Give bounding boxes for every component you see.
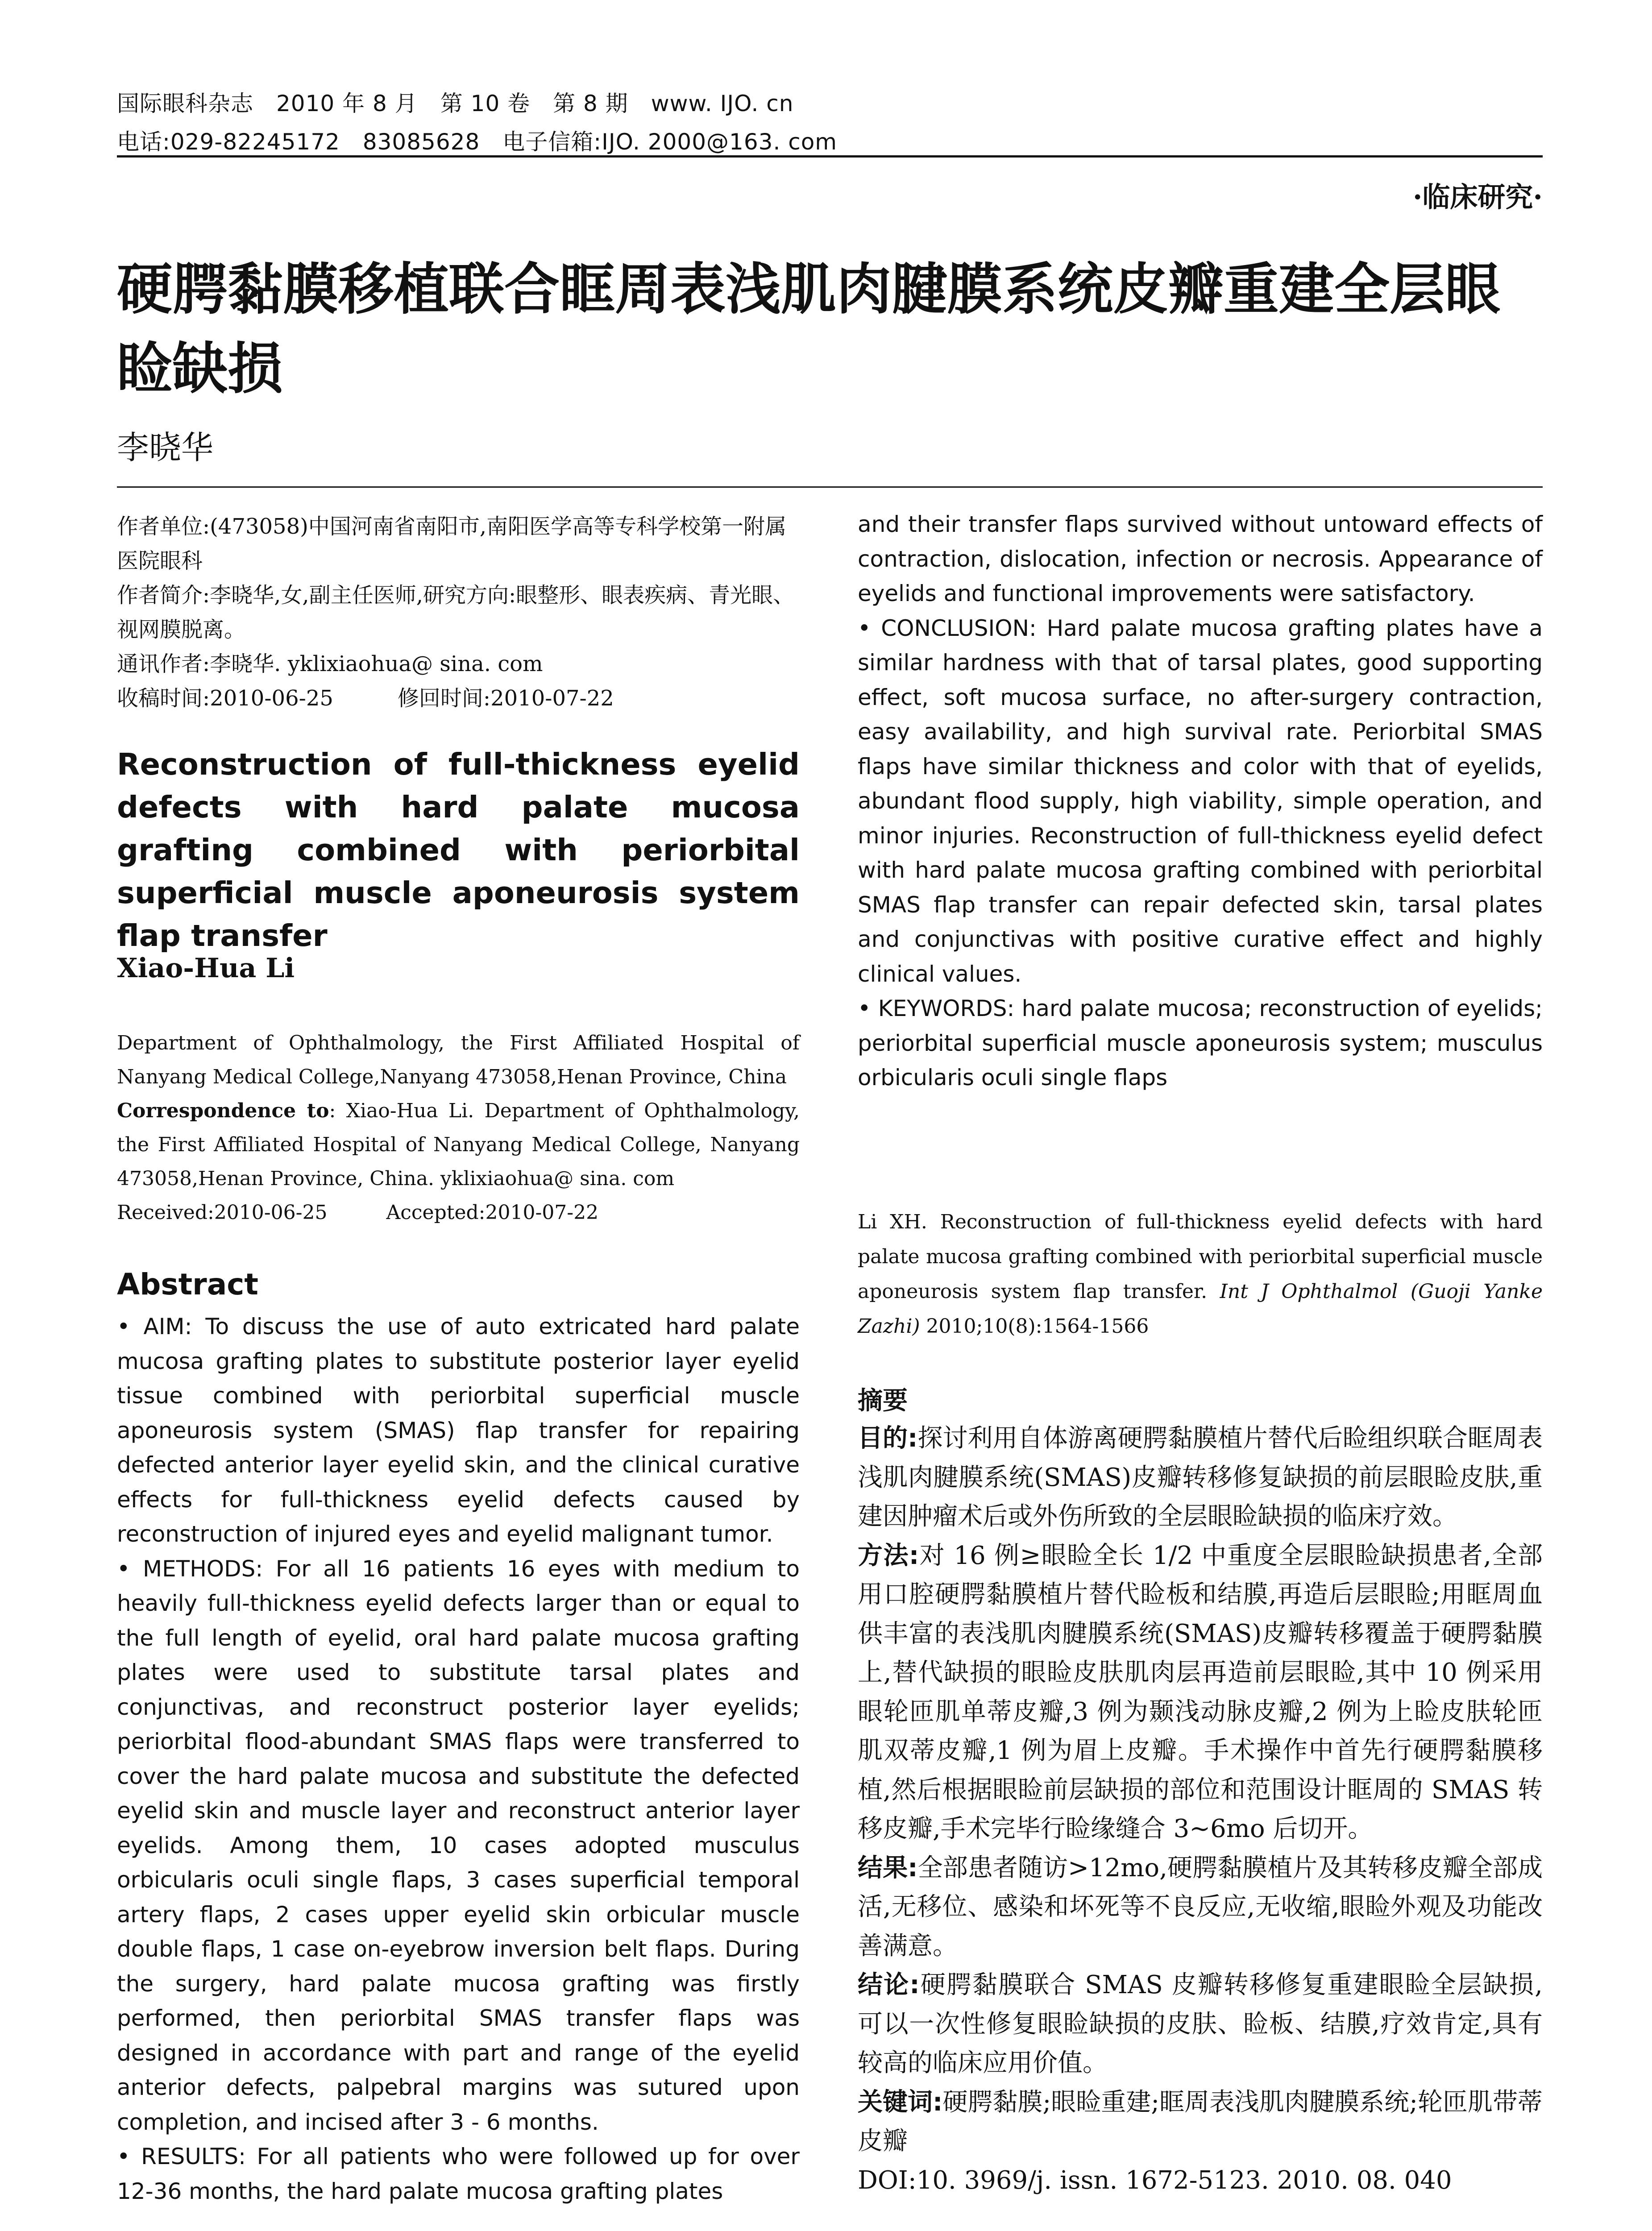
abstract-en-left [117, 1310, 800, 2209]
author-unit: 作者单位:(473058)中国河南省南阳市,南阳医学高等专科学校第一附属医院眼科 [117, 514, 787, 573]
received-dates-cn: 收稿时间:2010-06-25 修回时间:2010-07-22 [117, 686, 614, 711]
conclusion-text-cn: 硬腭黏膜联合 SMAS 皮瓣转移修复重建眼睑全层缺损,可以一次性修复眼睑缺损的皮肤、睑板、结膜,疗效肯定,具有较高的临床应用价值。 [858, 1970, 1543, 2078]
affiliation-en [117, 1026, 800, 1230]
aim-label-cn: 目的: [858, 1424, 918, 1453]
abstract-cn-keywords [858, 2083, 1543, 2161]
conclusion-label-cn: 结论: [858, 1970, 920, 1999]
keywords-label-cn: 关键词: [858, 2087, 943, 2117]
results-text-cn: 全部患者随访>12mo,硬腭黏膜植片及其转移皮瓣全部成活,无移位、感染和坏死等不良反应,无收缩,眼睑外观及功能改善满意。 [858, 1853, 1543, 1961]
affiliation-dept: Department of Ophthalmology, the First Affiliated Hospital of Nanyang Medical College,Nanyang 473058,Henan Province, China [117, 1032, 800, 1088]
keywords-text-cn: 硬腭黏膜;眼睑重建;眶周表浅肌肉腱膜系统;轮匝肌带蒂皮瓣 [858, 2087, 1543, 2156]
abstract-cn-conclusion [858, 1966, 1543, 2083]
abstract-results-start: • RESULTS: For all patients who were followed up for over 12-36 months, the hard palate mucosa grafting plates [117, 2144, 800, 2204]
contact-header-line: 电话:029-82245172 83085628 电子信箱:IJO. 2000@163. com [117, 129, 838, 155]
abstract-heading: Abstract [117, 1267, 258, 1302]
abstract-cn-methods [858, 1536, 1543, 1849]
corresponding-author: 通讯作者:李晓华. yklixiaohua@ sina. com [117, 651, 543, 676]
author-name-cn: 李晓华 [117, 429, 214, 466]
methods-text-cn: 对 16 例≥眼睑全长 1/2 中重度全层眼睑缺损患者,全部用口腔硬腭黏膜植片替代睑板和结膜,再造后层眼睑;用眶周血供丰富的表浅肌肉腱膜系统(SMAS)皮瓣转移覆盖于硬腭黏膜上,替代缺损的眼睑皮肤肌肉层再造前层眼睑,其中 10 例采用眼轮匝肌单蒂皮瓣,3 例为颞浅动脉皮瓣,2 例为上睑皮肤轮匝肌双蒂皮瓣,1 例为眉上皮瓣。手术操作中首先行硬腭黏膜移植,然后根据眼睑前层缺损的部位和范围设计眶周的 SMAS 转移皮瓣,手术完毕行睑缘缝合 3~6mo 后切开。 [858, 1541, 1543, 1843]
citation-tail: 2010;10(8):1564-1566 [920, 1315, 1149, 1338]
journal-header-line: 国际眼科杂志 2010 年 8 月 第 10 卷 第 8 期 www. IJO. cn [117, 91, 794, 116]
results-label-cn: 结果: [858, 1853, 918, 1883]
abstract-results-cont: and their transfer flaps survived without untoward effects of contraction, dislocation, infection or necrosis. Appearance of eyelids and functional improvements were satisfactory. [858, 511, 1543, 606]
citation-journal: Int J Ophthalmol (Guoji Yanke Zazhi) [858, 1280, 1543, 1338]
doi: DOI:10. 3969/j. issn. 1672-5123. 2010. 08. 040 [858, 2165, 1452, 2195]
author-name-en: Xiao-Hua Li [117, 953, 295, 984]
abstract-methods: • METHODS: For all 16 patients 16 eyes with medium to heavily full-thickness eyelid defects larger than or equal to the full length of eyelid, oral hard palate mucosa grafting plates were used to substitute tarsal plates and conjunctivas, and reconstruct posterior layer eyelids; periorbital flood-abundant SMAS flaps were transferred to cover the hard palate mucosa and substitute the defected eyelid skin and muscle layer and reconstruct anterior layer eyelids. Among them, 10 cases adopted musculus orbicularis oculi single flaps, 3 cases superficial temporal artery flaps, 2 cases upper eyelid skin orbicular muscle double flaps, 1 case on-eyebrow inversion belt flaps. During the surgery, hard palate mucosa grafting was firstly performed, then periorbital SMAS transfer flaps was designed in accordance with part and range of the eyelid anterior defects, palpebral margins was sutured upon completion, and incised after 3 - 6 months. [117, 1555, 800, 2135]
methods-label-cn: 方法: [858, 1541, 919, 1570]
abstract-conclusion: • CONCLUSION: Hard palate mucosa grafting plates have a similar hardness with that of tarsal plates, good supporting effect, soft mucosa surface, no after-surgery contraction, easy availability, and high survival rate. Periorbital SMAS flaps have similar thickness and color with that of eyelids, abundant flood supply, high viability, simple operation, and minor injuries. Reconstruction of full-thickness eyelid defect with hard palate mucosa grafting combined with periorbital SMAS flap transfer can repair defected skin, tarsal plates and conjunctivas with positive curative effect and highly clinical values. [858, 615, 1543, 987]
abstract-en-right [858, 507, 1543, 1095]
abstract-keywords: • KEYWORDS: hard palate mucosa; reconstruction of eyelids; periorbital superficial muscle aponeurosis system; musculus orbicularis oculi single flaps [858, 995, 1543, 1091]
citation [858, 1205, 1543, 1344]
abstract-cn-heading: 摘要 [858, 1386, 908, 1415]
correspondence-label: Correspondence to [117, 1099, 329, 1122]
article-title-en: Reconstruction of full-thickness eyelid defects with hard palate mucosa grafting combined with periorbital superficial muscle aponeurosis system flap transfer [117, 747, 800, 953]
abstract-cn-aim [858, 1419, 1543, 1536]
received-dates-en: Received:2010-06-25 Accepted:2010-07-22 [117, 1201, 599, 1224]
correspondence-text: : Xiao-Hua Li. Department of Ophthalmology, the First Affiliated Hospital of Nanyang Medical College, Nanyang 473058,Henan Province, China. yklixiaohua@ sina. com [117, 1099, 800, 1190]
author-info-cn [117, 510, 800, 716]
abstract-cn [858, 1419, 1543, 2200]
title-rule [117, 486, 1543, 488]
author-bio: 作者简介:李晓华,女,副主任医师,研究方向:眼整形、眼表疾病、青光眼、视网膜脱离。 [117, 583, 795, 642]
citation-text: Li XH. Reconstruction of full-thickness eyelid defects with hard palate mucosa grafting combined with periorbital superficial muscle aponeurosis system flap transfer. [858, 1211, 1543, 1303]
abstract-aim: • AIM: To discuss the use of auto extricated hard palate mucosa grafting plates to substitute posterior layer eyelid tissue combined with periorbital superficial muscle aponeurosis system (SMAS) flap transfer for repairing defected anterior layer eyelid skin, and the clinical curative effects for full-thickness eyelid defects caused by reconstruction of injured eyes and eyelid malignant tumor. [117, 1314, 800, 1547]
header-rule [117, 155, 1543, 158]
article-title-cn: 硬腭黏膜移植联合眶周表浅肌肉腱膜系统皮瓣重建全层眼睑缺损 [117, 257, 1501, 401]
correspondence-en [117, 1094, 800, 1196]
section-tag: ·临床研究· [1412, 181, 1543, 213]
aim-text-cn: 探讨利用自体游离硬腭黏膜植片替代后睑组织联合眶周表浅肌肉腱膜系统(SMAS)皮瓣转移修复缺损的前层眼睑皮肤,重建因肿瘤术后或外伤所致的全层眼睑缺损的临床疗效。 [858, 1424, 1543, 1531]
abstract-cn-results [858, 1849, 1543, 1966]
